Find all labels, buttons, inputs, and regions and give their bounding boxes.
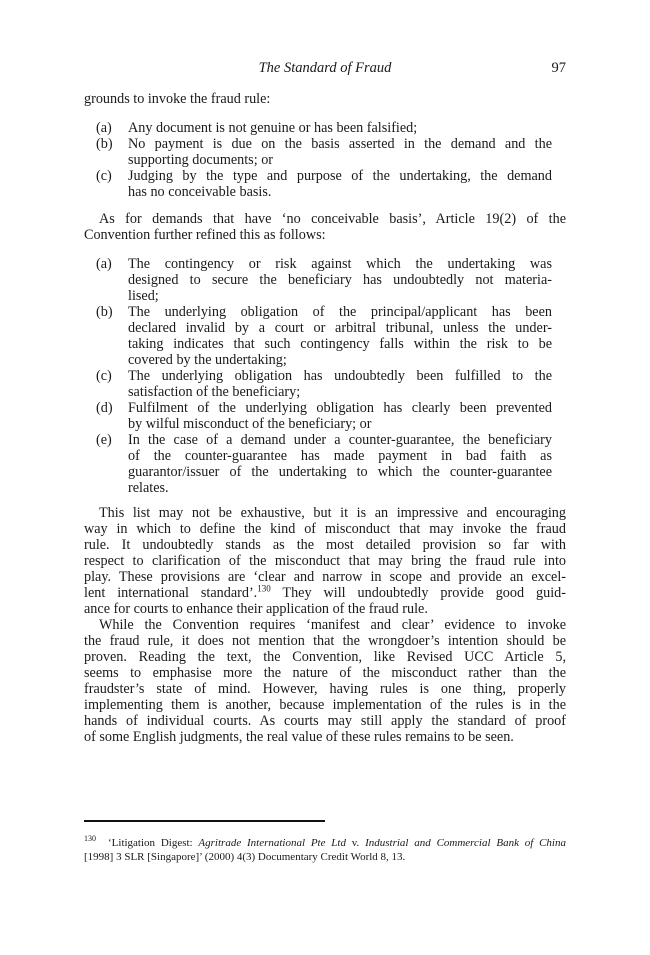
text-line: The underlying obligation of the principal/applicant has been — [128, 304, 552, 320]
text-line: The contingency or risk against which the undertaking was — [128, 256, 552, 272]
text-line: taking indicates that such contingency falls within the risk to be — [128, 336, 552, 352]
text-line: implementing them is another, because implementation of the rules is in the — [84, 697, 566, 713]
list-item — [96, 368, 552, 400]
list-label: (c) — [96, 368, 112, 384]
footnote-130 — [84, 836, 566, 864]
text-line: While the Convention requires ‘manifest and clear’ evidence to invoke — [99, 617, 566, 633]
list-label: (a) — [96, 120, 112, 136]
list-item — [96, 136, 552, 168]
list-label: (e) — [96, 432, 112, 448]
footnote-number: 130 — [84, 834, 96, 844]
text-line: Fulfilment of the underlying obligation has clearly been prevented — [128, 400, 552, 416]
list-label: (d) — [96, 400, 113, 416]
footnote-line: [1998] 3 SLR [Singapore]’ (2000) 4(3) Documentary Credit World 8, 13. — [84, 851, 406, 863]
text-line — [84, 585, 566, 601]
list-item — [96, 168, 552, 200]
text: They will undoubtedly provide good guid- — [270, 585, 566, 601]
footnote-divider — [84, 820, 325, 822]
text-line: way in which to define the kind of misconduct that may invoke the fraud — [84, 521, 566, 537]
text-line: relates. — [128, 480, 169, 496]
paragraph-article-19 — [84, 211, 566, 243]
text: lent international standard’. — [84, 585, 258, 601]
text-line: lised; — [128, 288, 159, 304]
text: v. — [345, 837, 366, 849]
text-line: proven. Reading the text, the Convention, like Revised UCC Article 5, — [84, 649, 566, 665]
article-19-list — [96, 256, 552, 496]
list-item — [96, 256, 552, 304]
text-line: by wilful misconduct of the beneficiary; or — [128, 416, 372, 432]
text-line: play. These provisions are ‘clear and narrow in scope and provide an excel- — [84, 569, 566, 585]
text-line: The underlying obligation has undoubtedly been fulfilled to the — [128, 368, 552, 384]
paragraph-exhaustive — [84, 505, 566, 617]
text-line: supporting documents; or — [128, 152, 274, 168]
text-line: declared invalid by a court or arbitral tribunal, unless the under- — [128, 320, 552, 336]
intro-line: grounds to invoke the fraud rule: — [84, 91, 271, 107]
text-line: designed to secure the beneficiary has undoubtedly not materia- — [128, 272, 552, 288]
text-line: of the counter-guarantee has made payment in bad faith as — [128, 448, 552, 464]
list-label: (b) — [96, 304, 113, 320]
list-label: (a) — [96, 256, 112, 272]
text-line: Judging by the type and purpose of the undertaking, the demand — [128, 168, 552, 184]
grounds-list — [96, 120, 552, 200]
text-line: the fraud rule, it does not mention that the wrongdoer’s intention should be — [84, 633, 566, 649]
running-header: The Standard of Fraud — [258, 60, 392, 76]
case-party: Industrial and Commercial Bank of China — [365, 837, 566, 849]
text-line: No payment is due on the basis asserted in the demand and the — [128, 136, 552, 152]
text-line: Any document is not genuine or has been falsified; — [128, 120, 418, 136]
list-item — [96, 120, 552, 136]
list-item — [96, 400, 552, 432]
text-line: In the case of a demand under a counter-guarantee, the beneficiary — [128, 432, 552, 448]
page-number: 97 — [551, 60, 566, 76]
text-line: Convention further refined this as follows: — [84, 227, 326, 243]
text-line: guarantor/issuer of the undertaking to which the counter-guarantee — [128, 464, 552, 480]
paragraph-convention — [84, 617, 566, 745]
text-line: satisfaction of the beneficiary; — [128, 384, 301, 400]
text-line: hands of individual courts. As courts may still apply the standard of proof — [84, 713, 566, 729]
text-line: seems to emphasise more the nature of the misconduct rather than the — [84, 665, 566, 681]
list-item — [96, 432, 552, 496]
text-line: covered by the undertaking; — [128, 352, 287, 368]
footnote-ref-130[interactable]: 130 — [257, 583, 271, 594]
list-item — [96, 304, 552, 368]
text-line: As for demands that have ‘no conceivable basis’, Article 19(2) of the — [99, 211, 566, 227]
case-party: Agritrade International Pte Ltd — [198, 837, 346, 849]
text-line: rule. It undoubtedly stands as the most detailed provision so far with — [84, 537, 566, 553]
list-label: (b) — [96, 136, 113, 152]
footnote-line — [84, 836, 566, 850]
list-label: (c) — [96, 168, 112, 184]
text-line: has no conceivable basis. — [128, 184, 272, 200]
text-line: This list may not be exhaustive, but it is an impressive and encouraging — [99, 505, 566, 521]
text-line: fraudster’s state of mind. However, having rules is one thing, properly — [84, 681, 566, 697]
text: ‘Litigation Digest: — [108, 837, 199, 849]
text-line: of some English judgments, the real value of these rules remains to be seen. — [84, 729, 514, 745]
text-line: ance for courts to enhance their application of the fraud rule. — [84, 601, 428, 617]
text-line: respect to clarification of the misconduct that may bring the fraud rule into — [84, 553, 566, 569]
